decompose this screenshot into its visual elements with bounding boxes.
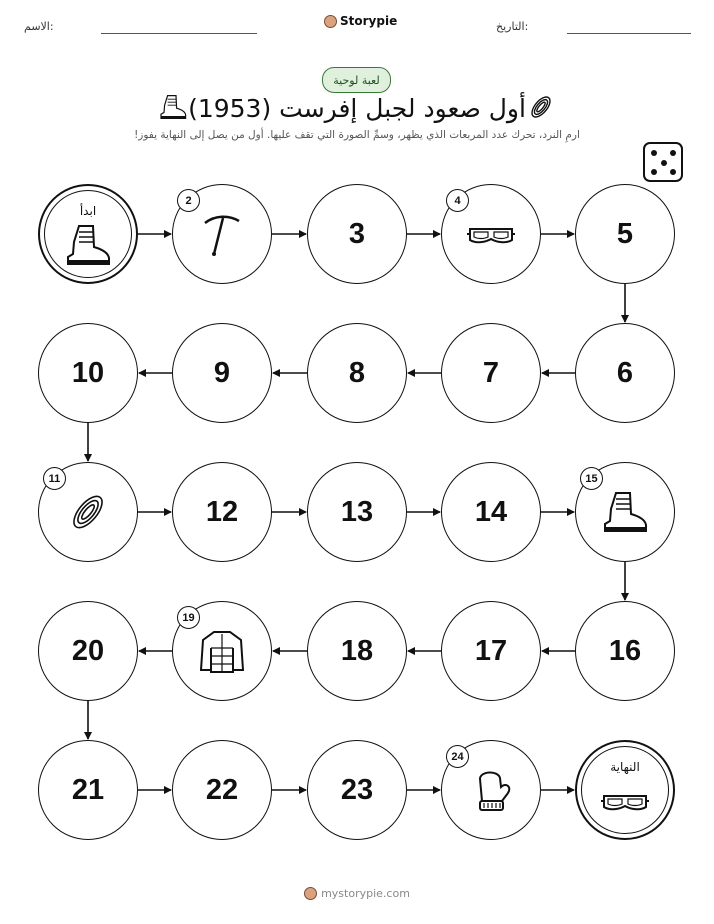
space-number: 18 xyxy=(340,634,374,667)
brand-name: Storypie xyxy=(340,14,398,28)
space-number: 6 xyxy=(616,356,634,389)
board-space-8 xyxy=(307,323,407,423)
name-label: الاسم: xyxy=(24,20,54,33)
space-number: 16 xyxy=(608,634,642,667)
board-space-2 xyxy=(172,184,272,284)
space-label: ابدأ xyxy=(79,204,97,218)
goggles-icon xyxy=(600,776,650,826)
category-badge: لعبة لوحية xyxy=(322,67,391,93)
board-space-21 xyxy=(38,740,138,840)
footer-url[interactable]: mystorypie.com xyxy=(321,887,410,900)
space-number: 3 xyxy=(348,217,366,250)
space-number: 7 xyxy=(482,356,500,389)
space-number: 4 xyxy=(446,189,469,212)
board-space-11 xyxy=(38,462,138,562)
board-space-24 xyxy=(441,740,541,840)
rope-icon xyxy=(63,487,113,537)
board-space-3 xyxy=(307,184,407,284)
board-space-7 xyxy=(441,323,541,423)
board-space-16 xyxy=(575,601,675,701)
space-number: 19 xyxy=(177,606,200,629)
space-number: 9 xyxy=(213,356,231,389)
board-space-6 xyxy=(575,323,675,423)
space-number: 23 xyxy=(340,773,374,806)
space-number: 20 xyxy=(71,634,105,667)
space-number: 13 xyxy=(340,495,374,528)
space-number: 24 xyxy=(446,745,469,768)
board-space-23 xyxy=(307,740,407,840)
board-space-9 xyxy=(172,323,272,423)
space-number: 15 xyxy=(580,467,603,490)
space-number: 10 xyxy=(71,356,105,389)
space-number: 12 xyxy=(205,495,239,528)
ice-axe-icon xyxy=(197,209,247,259)
instructions: ارمِ النرد، تحرك عدد المربعات الذي يظهر، وسمِّ الصورة التي تقف عليها. أول من يصل إلى النهاية يفوز! xyxy=(134,129,580,141)
space-number: 17 xyxy=(474,634,508,667)
board-space-12 xyxy=(172,462,272,562)
finish-space xyxy=(575,740,675,840)
bear-icon xyxy=(304,887,317,900)
jacket-icon xyxy=(197,626,247,676)
page-title: أول صعود لجبل إفرست (1953) xyxy=(188,94,526,123)
board-space-15 xyxy=(575,462,675,562)
space-number: 14 xyxy=(474,495,508,528)
footer xyxy=(0,887,714,900)
board-space-13 xyxy=(307,462,407,562)
board-space-22 xyxy=(172,740,272,840)
mitten-icon xyxy=(466,765,516,815)
space-number: 8 xyxy=(348,356,366,389)
start-space xyxy=(38,184,138,284)
board-space-18 xyxy=(307,601,407,701)
boot-icon xyxy=(600,487,650,537)
board-space-20 xyxy=(38,601,138,701)
space-number: 21 xyxy=(71,773,105,806)
board-space-17 xyxy=(441,601,541,701)
date-label: التاريخ: xyxy=(496,20,529,33)
board-space-14 xyxy=(441,462,541,562)
space-label: النهاية xyxy=(610,760,640,774)
board-space-10 xyxy=(38,323,138,423)
board-space-4 xyxy=(441,184,541,284)
board-space-5 xyxy=(575,184,675,284)
board-space-19 xyxy=(172,601,272,701)
space-number: 5 xyxy=(616,217,634,250)
space-number: 11 xyxy=(43,467,66,490)
boot-icon xyxy=(63,220,113,270)
space-number: 2 xyxy=(177,189,200,212)
space-number: 22 xyxy=(205,773,239,806)
goggles-icon xyxy=(466,209,516,259)
